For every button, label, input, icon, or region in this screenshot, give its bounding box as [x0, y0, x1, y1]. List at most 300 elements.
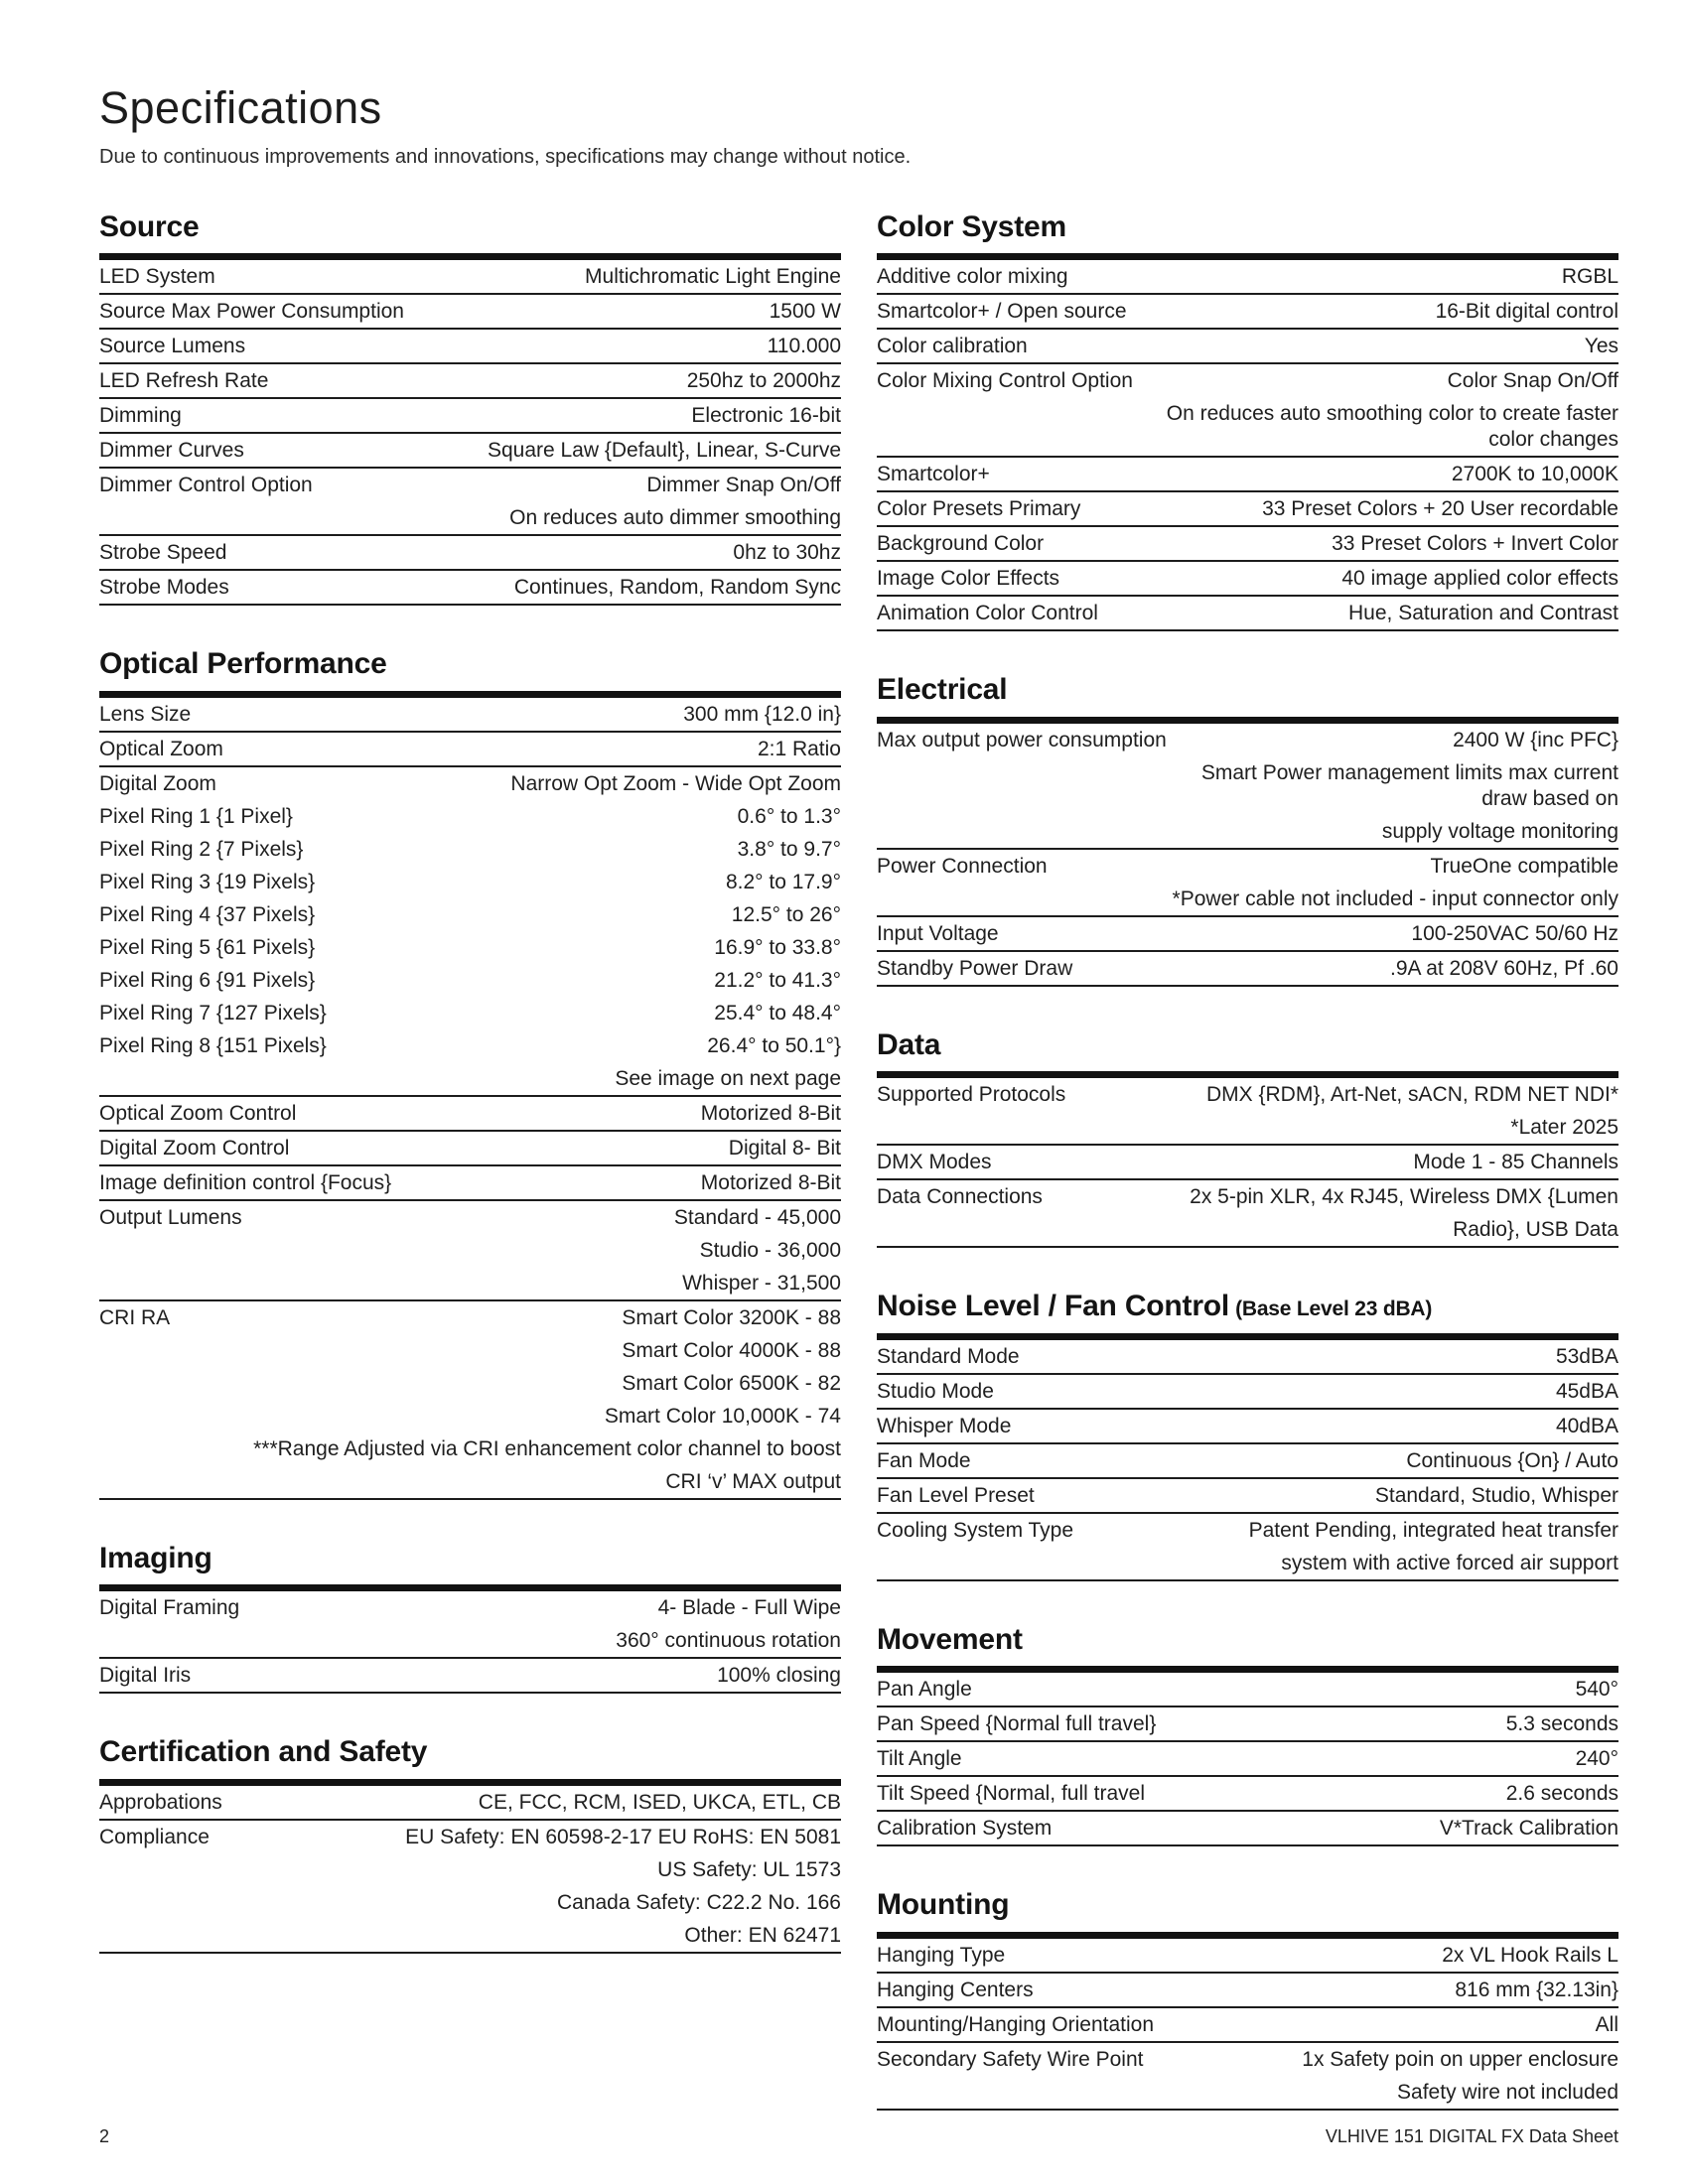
- section-imaging: [99, 1542, 841, 1695]
- spec-label: Pixel Ring 1 {1 Pixel}: [99, 804, 293, 828]
- spec-value: Yes: [1584, 335, 1618, 357]
- spec-label: Cooling System Type: [877, 1518, 1074, 1542]
- spec-value: 2.6 seconds: [1505, 1782, 1618, 1805]
- spec-label: Pan Angle: [877, 1678, 972, 1701]
- spec-values: [986, 1746, 1618, 1772]
- spec-label: Source Lumens: [99, 335, 246, 357]
- section-electrical: [877, 673, 1618, 987]
- spec-label: Pixel Ring 4 {37 Pixels}: [99, 902, 316, 926]
- section-title-note: (Base Level 23 dBA): [1235, 1297, 1433, 1320]
- spec-row: [99, 1062, 841, 1097]
- spec-values: [1104, 496, 1618, 522]
- section-source: [99, 210, 841, 607]
- spec-value: On reduces auto smoothing color to create faster color changes: [1166, 402, 1618, 451]
- spec-label: Hanging Type: [877, 1943, 1006, 1967]
- spec-row: [877, 458, 1618, 492]
- section-title: Source: [99, 209, 200, 243]
- spec-value: V*Track Calibration: [1439, 1817, 1618, 1840]
- spec-value: TrueOne compatible: [1430, 854, 1618, 878]
- spec-value: EU Safety: EN 60598-2-17 EU RoHS: EN 5081: [405, 1825, 841, 1848]
- spec-values: [428, 299, 841, 325]
- section-rule: [877, 253, 1618, 260]
- spec-label: Secondary Safety Wire Point: [877, 2047, 1144, 2071]
- spec-label: Animation Color Control: [877, 602, 1098, 624]
- spec-row: [99, 295, 841, 330]
- spec-row: [877, 1479, 1618, 1514]
- spec-row: [877, 1939, 1618, 1974]
- spec-row: [99, 767, 841, 800]
- spec-value: 1500 W: [769, 300, 841, 323]
- spec-value: 110.000: [767, 335, 841, 357]
- spec-value: Continuous {On} / Auto: [1406, 1448, 1618, 1472]
- spec-values: [1014, 462, 1618, 487]
- spec-value: Smart Color 6500K - 82: [622, 1371, 841, 1395]
- spec-value: Dimmer Snap On/Off: [646, 474, 841, 496]
- spec-values: [415, 1170, 841, 1196]
- spec-row: [877, 1974, 1618, 2008]
- spec-value: Mode 1 - 85 Channels: [1413, 1151, 1618, 1173]
- spec-values: [1029, 1943, 1618, 1969]
- spec-values: [1097, 1518, 1618, 1576]
- spec-value: Canada Safety: C22.2 No. 166: [556, 1890, 841, 1914]
- spec-values: [1057, 1978, 1618, 2003]
- spec-label: CRI RA: [99, 1305, 171, 1329]
- spec-value: Patent Pending, integrated heat transfer: [1248, 1518, 1618, 1542]
- section-title: Noise Level / Fan Control (Base Level 23 dBA): [877, 1290, 1433, 1322]
- spec-value: Continues, Random, Random Sync: [513, 576, 841, 599]
- spec-value: 2700K to 10,000K: [1451, 463, 1618, 485]
- spec-values: [233, 1825, 841, 1949]
- spec-value: 8.2° to 17.9°: [725, 870, 841, 893]
- spec-values: [1151, 299, 1618, 325]
- spec-value: Electronic 16-bit: [691, 404, 841, 427]
- spec-label: Tilt Speed {Normal, full travel: [877, 1782, 1145, 1805]
- spec-value: 26.4° to 50.1°}: [707, 1033, 841, 1057]
- spec-value: CRI ‘v’ MAX output: [665, 1469, 841, 1493]
- spec-values: [246, 1790, 841, 1816]
- spec-value: DMX {RDM}, Art-Net, sACN, RDM NET NDI*: [1206, 1083, 1618, 1106]
- spec-value: Studio - 36,000: [699, 1238, 841, 1262]
- page-title: Specifications: [99, 82, 382, 133]
- spec-value: Color Snap On/Off: [1447, 369, 1618, 392]
- spec-values: [266, 1205, 841, 1297]
- section-rule: [877, 717, 1618, 724]
- spec-row: [877, 1146, 1618, 1180]
- spec-row: [877, 597, 1618, 631]
- page-footer: [99, 2126, 1618, 2147]
- spec-value: 5.3 seconds: [1505, 1712, 1618, 1735]
- spec-label: Standard Mode: [877, 1344, 1020, 1368]
- spec-value: Other: EN 62471: [684, 1923, 841, 1947]
- spec-row: [99, 1821, 841, 1954]
- spec-values: [1067, 531, 1618, 557]
- spec-values: [339, 902, 841, 928]
- spec-values: [1044, 1344, 1618, 1370]
- spec-value: 16.9° to 33.8°: [714, 935, 841, 959]
- spec-columns: [99, 210, 1618, 2152]
- section-color-system: [877, 210, 1618, 632]
- spec-row: [99, 733, 841, 767]
- section-title: Data: [877, 1027, 941, 1061]
- spec-label: Color Mixing Control Option: [877, 369, 1133, 392]
- spec-values: [1023, 921, 1618, 947]
- spec-label: Pixel Ring 6 {91 Pixels}: [99, 968, 316, 992]
- spec-label: Output Lumens: [99, 1205, 242, 1229]
- spec-value: All: [1595, 2012, 1618, 2036]
- spec-values: [1169, 1781, 1618, 1807]
- spec-values: [1016, 1150, 1618, 1175]
- spec-label: Pixel Ring 5 {61 Pixels}: [99, 935, 316, 959]
- spec-label: Strobe Modes: [99, 576, 229, 599]
- spec-label: Data Connections: [877, 1185, 1043, 1208]
- spec-values: [317, 804, 841, 830]
- spec-values: [1191, 728, 1618, 845]
- spec-label: Power Connection: [877, 854, 1048, 878]
- spec-row: [877, 562, 1618, 597]
- spec-label: Smartcolor+: [877, 463, 990, 485]
- footer-doc-name: VLHIVE 151 DIGITAL FX Data Sheet: [1325, 2126, 1618, 2146]
- spec-label: Dimmer Curves: [99, 439, 244, 462]
- spec-row: [99, 434, 841, 469]
- spec-values: [1089, 1082, 1618, 1141]
- section-rule: [877, 1932, 1618, 1939]
- spec-values: [1066, 1184, 1618, 1243]
- spec-values: [194, 1305, 841, 1495]
- spec-label: DMX Modes: [877, 1151, 992, 1173]
- spec-values: [339, 935, 841, 961]
- section-mounting: [877, 1888, 1618, 2111]
- spec-value: 40 image applied color effects: [1341, 567, 1618, 590]
- section-rule: [99, 1584, 841, 1591]
- spec-value: 45dBA: [1555, 1379, 1618, 1403]
- spec-values: [239, 264, 841, 290]
- spec-value: 12.5° to 26°: [731, 902, 841, 926]
- spec-label: Color calibration: [877, 335, 1028, 357]
- spec-value: Motorized 8-Bit: [700, 1170, 841, 1194]
- spec-value: 4- Blade - Full Wipe: [657, 1596, 841, 1619]
- spec-row: [99, 931, 841, 964]
- spec-label: Standby Power Draw: [877, 956, 1073, 980]
- spec-label: Digital Iris: [99, 1664, 192, 1687]
- section-title: Imaging: [99, 1541, 212, 1574]
- spec-row: [99, 399, 841, 434]
- spec-values: [247, 737, 841, 762]
- spec-row: [877, 1707, 1618, 1742]
- spec-value: RGBL: [1561, 265, 1618, 288]
- spec-row: [877, 952, 1618, 987]
- spec-values: [1167, 2047, 1618, 2106]
- spec-values: [1083, 566, 1618, 592]
- spec-values: [206, 403, 841, 429]
- spec-row: [99, 964, 841, 997]
- spec-label: Background Color: [877, 532, 1045, 555]
- spec-row: [99, 1132, 841, 1166]
- spec-label: Approbations: [99, 1790, 222, 1814]
- spec-values: [240, 771, 841, 797]
- spec-row: [99, 364, 841, 399]
- spec-label: Hanging Centers: [877, 1978, 1034, 2001]
- spec-value: Smart Color 3200K - 88: [622, 1305, 841, 1329]
- spec-value: Radio}, USB Data: [1453, 1218, 1618, 1241]
- spec-label: Optical Zoom: [99, 737, 223, 760]
- spec-values: [351, 1001, 841, 1026]
- spec-label: Additive color mixing: [877, 265, 1068, 288]
- section-noise-level-fan-control: [877, 1290, 1618, 1581]
- spec-values: [313, 1136, 841, 1161]
- section-title: Color System: [877, 209, 1066, 243]
- spec-values: [1035, 1414, 1618, 1439]
- spec-row: [877, 1812, 1618, 1846]
- spec-row: [99, 1301, 841, 1500]
- spec-row: [99, 571, 841, 606]
- section-title: Mounting: [877, 1888, 1010, 1921]
- spec-values: [123, 1066, 841, 1092]
- spec-row: [877, 1410, 1618, 1444]
- spec-value: Digital 8- Bit: [728, 1136, 841, 1160]
- spec-row: [99, 1166, 841, 1201]
- spec-values: [1092, 264, 1618, 290]
- spec-label: Smartcolor+ / Open source: [877, 300, 1127, 323]
- spec-label: Pixel Ring 3 {19 Pixels}: [99, 870, 316, 893]
- spec-values: [268, 438, 841, 464]
- spec-value: 1x Safety poin on upper enclosure: [1302, 2047, 1618, 2071]
- spec-value: Hue, Saturation and Contrast: [1348, 602, 1618, 624]
- spec-value: 2x 5-pin XLR, 4x RJ45, Wireless DMX {Lumen: [1190, 1185, 1618, 1208]
- spec-value: 0hz to 30hz: [733, 541, 841, 564]
- section-title: Optical Performance: [99, 647, 387, 680]
- spec-values: [320, 1101, 841, 1127]
- spec-values: [253, 575, 841, 601]
- spec-value: Smart Power management limits max current draw based on: [1200, 760, 1618, 810]
- section-rule: [99, 691, 841, 698]
- spec-row: [99, 330, 841, 364]
- spec-values: [337, 473, 841, 531]
- spec-label: Dimming: [99, 404, 182, 427]
- section-title: Electrical: [877, 673, 1008, 706]
- spec-value: system with active forced air support: [1281, 1551, 1618, 1574]
- spec-row: [99, 800, 841, 833]
- spec-label: Input Voltage: [877, 921, 999, 945]
- spec-label: Fan Mode: [877, 1448, 971, 1472]
- spec-values: [327, 837, 841, 863]
- spec-row: [877, 364, 1618, 458]
- section-title: Certification and Safety: [99, 1735, 428, 1768]
- section-rule: [877, 1071, 1618, 1078]
- spec-values: [214, 1663, 841, 1689]
- spec-values: [995, 1448, 1618, 1474]
- spec-label: Image definition control {Focus}: [99, 1170, 392, 1194]
- spec-values: [339, 870, 841, 895]
- spec-row: [877, 1777, 1618, 1812]
- spec-row: [877, 1180, 1618, 1248]
- spec-label: Pixel Ring 2 {7 Pixels}: [99, 837, 304, 861]
- spec-values: [351, 1033, 841, 1059]
- spec-value: 100% closing: [717, 1664, 841, 1687]
- spec-value: 40dBA: [1555, 1414, 1618, 1437]
- section-data: [877, 1028, 1618, 1249]
- spec-values: [1157, 368, 1618, 453]
- spec-values: [339, 968, 841, 994]
- spec-label: Image Color Effects: [877, 567, 1060, 590]
- spec-values: [1052, 334, 1618, 359]
- spec-value: 0.6° to 1.3°: [737, 804, 841, 828]
- spec-value: 250hz to 2000hz: [686, 369, 841, 392]
- section-rule: [99, 1779, 841, 1786]
- spec-value: 33 Preset Colors + 20 User recordable: [1262, 497, 1618, 520]
- left-column: [99, 210, 841, 1995]
- spec-label: Supported Protocols: [877, 1083, 1066, 1106]
- spec-value: 816 mm {32.13in}: [1455, 1978, 1618, 2001]
- spec-value: 21.2° to 41.3°: [714, 968, 841, 992]
- spec-label: Digital Zoom: [99, 771, 216, 795]
- spec-label: Source Max Power Consumption: [99, 300, 404, 323]
- spec-label: Pixel Ring 7 {127 Pixels}: [99, 1001, 327, 1024]
- spec-value: 33 Preset Colors + Invert Color: [1332, 532, 1618, 555]
- spec-row: [877, 724, 1618, 850]
- spec-label: Whisper Mode: [877, 1414, 1012, 1437]
- spec-values: [250, 540, 841, 566]
- spec-value: Standard - 45,000: [673, 1205, 841, 1229]
- spec-row: [99, 698, 841, 733]
- spec-values: [1018, 1379, 1618, 1405]
- spec-label: Optical Zoom Control: [99, 1101, 297, 1125]
- spec-row: [877, 295, 1618, 330]
- spec-row: [877, 1444, 1618, 1479]
- spec-value: 240°: [1575, 1747, 1618, 1770]
- spec-row: [99, 1029, 841, 1062]
- spec-value: 2:1 Ratio: [757, 737, 841, 760]
- spec-label: Calibration System: [877, 1817, 1053, 1840]
- spec-label: Lens Size: [99, 702, 192, 726]
- spec-label: Fan Level Preset: [877, 1483, 1035, 1507]
- spec-value: Multichromatic Light Engine: [585, 265, 841, 288]
- spec-row: [877, 2008, 1618, 2043]
- spec-value: 16-Bit digital control: [1435, 300, 1618, 323]
- spec-row: [99, 1591, 841, 1659]
- spec-label: Mounting/Hanging Orientation: [877, 2012, 1155, 2036]
- spec-label: LED System: [99, 265, 215, 288]
- spec-value: US Safety: UL 1573: [657, 1857, 841, 1881]
- spec-row: [99, 898, 841, 931]
- section-title: Movement: [877, 1622, 1023, 1656]
- spec-value: 2x VL Hook Rails L: [1442, 1943, 1618, 1967]
- spec-row: [99, 1786, 841, 1821]
- spec-value: Square Law {Default}, Linear, S-Curve: [487, 439, 841, 462]
- spec-label: Digital Framing: [99, 1596, 240, 1619]
- spec-row: [877, 260, 1618, 295]
- spec-label: Tilt Angle: [877, 1747, 962, 1770]
- page-subtitle: Due to continuous improvements and innovations, specifications may change without notice.: [99, 145, 912, 168]
- spec-value: .9A at 208V 60Hz, Pf .60: [1390, 956, 1618, 980]
- spec-values: [1122, 601, 1618, 626]
- page-number: 2: [99, 2126, 110, 2146]
- spec-values: [1178, 2012, 1618, 2038]
- section-certification-and-safety: [99, 1735, 841, 1954]
- spec-value: CE, FCC, RCM, ISED, UKCA, ETL, CB: [478, 1790, 841, 1814]
- spec-value: See image on next page: [615, 1066, 841, 1090]
- spec-value: Safety wire not included: [1397, 2080, 1618, 2104]
- spec-label: Dimmer Control Option: [99, 474, 313, 496]
- spec-label: LED Refresh Rate: [99, 369, 269, 392]
- spec-row: [877, 330, 1618, 364]
- spec-row: [877, 1673, 1618, 1707]
- spec-row: [99, 260, 841, 295]
- spec-label: Strobe Speed: [99, 541, 227, 564]
- spec-values: [1096, 956, 1618, 982]
- spec-value: 100-250VAC 50/60 Hz: [1411, 921, 1618, 945]
- section-movement: [877, 1623, 1618, 1847]
- spec-values: [1071, 854, 1618, 912]
- spec-value: Whisper - 31,500: [682, 1271, 841, 1295]
- spec-label: Max output power consumption: [877, 728, 1167, 751]
- spec-label: Digital Zoom Control: [99, 1136, 290, 1160]
- spec-row: [99, 997, 841, 1029]
- spec-values: [214, 702, 841, 728]
- spec-row: [99, 866, 841, 898]
- spec-value: 53dBA: [1555, 1344, 1618, 1368]
- spec-label: Studio Mode: [877, 1379, 994, 1403]
- spec-value: On reduces auto dimmer smoothing: [509, 506, 841, 529]
- section-rule: [99, 253, 841, 260]
- spec-row: [877, 1514, 1618, 1581]
- spec-value: Standard, Studio, Whisper: [1374, 1483, 1618, 1507]
- section-rule: [877, 1333, 1618, 1340]
- spec-value: Smart Color 4000K - 88: [622, 1338, 841, 1362]
- spec-value: 3.8° to 9.7°: [737, 837, 841, 861]
- spec-value: 360° continuous rotation: [616, 1629, 841, 1652]
- spec-value: 540°: [1575, 1678, 1618, 1701]
- spec-row: [99, 469, 841, 536]
- spec-value: *Later 2025: [1510, 1116, 1618, 1139]
- spec-value: Motorized 8-Bit: [700, 1101, 841, 1125]
- spec-label: Compliance: [99, 1825, 210, 1848]
- spec-row: [99, 833, 841, 866]
- spec-values: [1058, 1483, 1618, 1509]
- spec-value: ***Range Adjusted via CRI enhancement color channel to boost: [253, 1436, 841, 1460]
- spec-row: [877, 1078, 1618, 1146]
- spec-value: Smart Color 10,000K - 74: [604, 1404, 841, 1428]
- right-column: [877, 210, 1618, 2152]
- spec-values: [292, 368, 841, 394]
- spec-value: 25.4° to 48.4°: [714, 1001, 841, 1024]
- spec-row: [99, 1659, 841, 1694]
- spec-value: *Power cable not included - input connector only: [1172, 887, 1618, 910]
- spec-row: [877, 492, 1618, 527]
- spec-row: [877, 1742, 1618, 1777]
- spec-row: [877, 1340, 1618, 1375]
- spec-row: [99, 1097, 841, 1132]
- spec-row: [99, 536, 841, 571]
- section-optical-performance: [99, 647, 841, 1500]
- spec-row: [99, 1201, 841, 1301]
- spec-values: [1075, 1816, 1618, 1842]
- spec-row: [877, 850, 1618, 917]
- spec-label: Pan Speed {Normal full travel}: [877, 1712, 1157, 1735]
- spec-row: [877, 1375, 1618, 1410]
- spec-values: [996, 1677, 1618, 1703]
- spec-values: [263, 1595, 841, 1654]
- spec-value: 2400 W {inc PFC}: [1453, 728, 1618, 751]
- section-rule: [877, 1666, 1618, 1673]
- spec-value: 300 mm {12.0 in}: [683, 702, 841, 726]
- spec-row: [877, 527, 1618, 562]
- spec-row: [877, 2043, 1618, 2111]
- spec-values: [1180, 1711, 1618, 1737]
- spec-value: supply voltage monitoring: [1381, 819, 1618, 843]
- spec-label: Color Presets Primary: [877, 497, 1081, 520]
- spec-row: [877, 917, 1618, 952]
- spec-values: [269, 334, 841, 359]
